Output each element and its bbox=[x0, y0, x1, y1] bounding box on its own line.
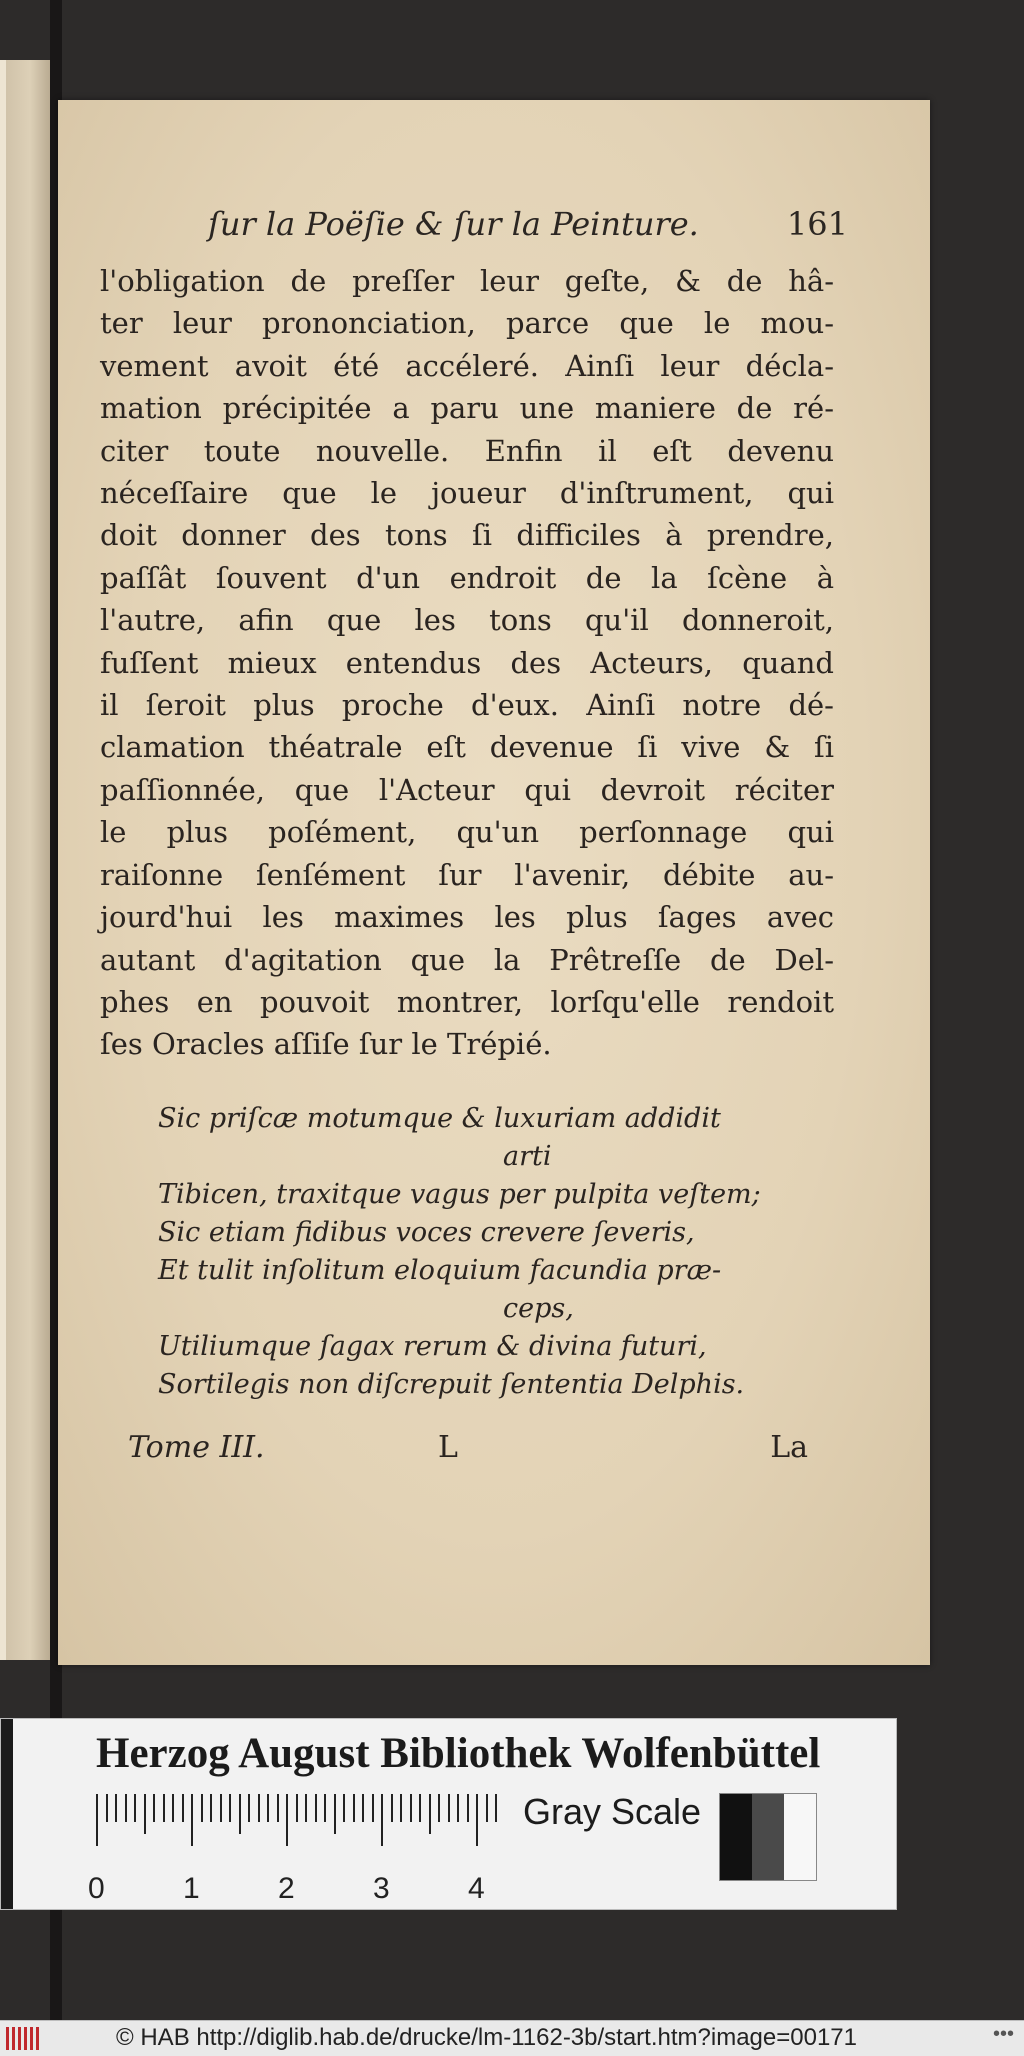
ruler-tick bbox=[277, 1794, 279, 1822]
latin-verse-quote bbox=[158, 1100, 818, 1404]
gray-scale-label: Gray Scale bbox=[523, 1791, 702, 1832]
ruler-tick bbox=[334, 1794, 336, 1834]
credit-url[interactable]: © HAB http://diglib.hab.de/drucke/lm-1162-3b/start.htm?image=00171 bbox=[116, 2024, 857, 2051]
verse-line: Tibicen, traxitque vagus per pulpita veſtem; bbox=[158, 1179, 761, 1210]
text-line: jourd'hui les maximes les plus ſages avec bbox=[100, 900, 834, 935]
ruler-tick bbox=[239, 1794, 241, 1834]
ruler-tick bbox=[495, 1794, 497, 1822]
ruler-tick bbox=[163, 1794, 165, 1822]
ruler-tick bbox=[457, 1794, 459, 1822]
ruler-tick bbox=[467, 1794, 469, 1822]
centimeter-ruler bbox=[88, 1794, 496, 1905]
text-line: ter leur prononciation, parce que le mou- bbox=[100, 306, 834, 341]
gray-scale-swatches bbox=[719, 1793, 817, 1881]
page-number: 161 bbox=[786, 205, 848, 243]
swatch-white bbox=[784, 1794, 816, 1880]
text-line: l'obligation de preſſer leur geſte, & de hâ- bbox=[100, 264, 834, 298]
ruler-tick bbox=[448, 1794, 450, 1822]
ruler-tick bbox=[191, 1794, 193, 1846]
ruler-tick bbox=[353, 1794, 355, 1822]
page-footer bbox=[128, 1430, 808, 1474]
ruler-tick bbox=[220, 1794, 222, 1822]
ruler-tick bbox=[372, 1794, 374, 1822]
running-header bbox=[208, 205, 848, 255]
ruler-number: 0 bbox=[88, 1872, 105, 1905]
ruler-tick bbox=[248, 1794, 250, 1822]
ruler-tick bbox=[182, 1794, 184, 1822]
ruler-tick bbox=[362, 1794, 364, 1822]
text-line: clamation théatrale eſt devenue ſi vive & ſi bbox=[100, 730, 834, 765]
book-page bbox=[58, 100, 930, 1665]
text-line: raiſonne ſenſément ſur l'avenir, débite au- bbox=[100, 857, 834, 892]
more-menu-icon[interactable]: ••• bbox=[992, 2023, 1014, 2045]
ruler-tick bbox=[125, 1794, 127, 1822]
text-line: fuſſent mieux entendus des Acteurs, quand bbox=[100, 645, 834, 680]
ruler-tick bbox=[172, 1794, 174, 1822]
previous-page-edge bbox=[0, 60, 50, 1660]
ruler-tick bbox=[258, 1794, 260, 1822]
verse-line: ceps, bbox=[503, 1293, 574, 1324]
verse-line: Sortilegis non diſcrepuit ſententia Delphis. bbox=[158, 1369, 745, 1400]
ruler-tick bbox=[153, 1794, 155, 1822]
ruler-tick bbox=[381, 1794, 383, 1846]
swatch-dark-gray bbox=[752, 1794, 784, 1880]
ruler-tick bbox=[476, 1794, 478, 1846]
ruler-tick bbox=[391, 1794, 393, 1822]
color-target-card bbox=[0, 1718, 897, 1910]
library-name: Herzog August Bibliothek Wolfenbüttel bbox=[96, 1730, 821, 1777]
text-line: il ſeroit plus proche d'eux. Ainſi notre dé- bbox=[100, 688, 834, 723]
verse-line: Utiliumque ſagax rerum & divina futuri, bbox=[158, 1331, 707, 1362]
gathering-signature: L bbox=[438, 1430, 458, 1465]
ruler-tick bbox=[96, 1794, 98, 1846]
ruler-tick bbox=[315, 1794, 317, 1822]
body-text bbox=[100, 260, 834, 1066]
running-title: ſur la Poëſie & ſur la Peinture. bbox=[208, 205, 699, 243]
hab-logo-icon[interactable] bbox=[6, 2027, 46, 2050]
ruler-tick bbox=[429, 1794, 431, 1834]
ruler-tick bbox=[486, 1794, 488, 1822]
text-line: autant d'agitation que la Prêtreſſe de Del- bbox=[100, 942, 834, 977]
volume-signature: Tome III. bbox=[128, 1430, 265, 1465]
ruler-number: 4 bbox=[468, 1872, 485, 1905]
text-line: le plus poſément, qu'un perſonnage qui bbox=[100, 815, 834, 850]
ruler-tick bbox=[210, 1794, 212, 1822]
text-line: citer toute nouvelle. Enfin il eſt devenu bbox=[100, 433, 834, 468]
text-line: mation précipitée a paru une maniere de ré- bbox=[100, 391, 834, 426]
ruler-tick bbox=[296, 1794, 298, 1822]
target-edge-mark bbox=[1, 1719, 13, 1909]
ruler-number: 1 bbox=[183, 1872, 200, 1905]
text-line: doit donner des tons ſi difficiles à prendre, bbox=[100, 518, 834, 553]
text-line: paſſionnée, que l'Acteur qui devroit réciter bbox=[100, 772, 834, 807]
ruler-tick bbox=[115, 1794, 117, 1822]
ruler-tick bbox=[410, 1794, 412, 1822]
ruler-tick bbox=[134, 1794, 136, 1822]
ruler-tick bbox=[201, 1794, 203, 1822]
ruler-tick bbox=[324, 1794, 326, 1822]
ruler-tick bbox=[419, 1794, 421, 1822]
ruler-tick bbox=[343, 1794, 345, 1822]
verse-line: Sic etiam fidibus voces crevere ſeveris, bbox=[158, 1217, 695, 1248]
ruler-tick bbox=[305, 1794, 307, 1822]
text-line: ſes Oracles aſſiſe ſur le Trépié. bbox=[100, 1027, 552, 1062]
ruler-tick bbox=[267, 1794, 269, 1822]
text-line: phes en pouvoit montrer, lorſqu'elle rendoit bbox=[100, 984, 834, 1019]
verse-line: Sic priſcæ motumque & luxuriam addidit bbox=[158, 1103, 721, 1134]
viewer-status-bar bbox=[0, 2020, 1024, 2056]
text-line: paſſât ſouvent d'un endroit de la ſcène à bbox=[100, 560, 834, 595]
text-line: vement avoit été accéleré. Ainſi leur décla- bbox=[100, 348, 834, 383]
text-line: l'autre, afin que les tons qu'il donneroit, bbox=[100, 603, 834, 638]
ruler-tick bbox=[400, 1794, 402, 1822]
catchword: La bbox=[770, 1430, 808, 1465]
ruler-tick bbox=[286, 1794, 288, 1846]
ruler-tick bbox=[229, 1794, 231, 1822]
ruler-tick bbox=[438, 1794, 440, 1822]
ruler-tick bbox=[144, 1794, 146, 1834]
ruler-number: 3 bbox=[373, 1872, 390, 1905]
ruler-number: 2 bbox=[278, 1872, 295, 1905]
swatch-black bbox=[720, 1794, 752, 1880]
verse-line: arti bbox=[503, 1141, 552, 1172]
text-line: néceſſaire que le joueur d'inſtrument, qui bbox=[100, 476, 834, 511]
verse-line: Et tulit inſolitum eloquium facundia præ- bbox=[158, 1255, 722, 1286]
ruler-tick bbox=[106, 1794, 108, 1822]
